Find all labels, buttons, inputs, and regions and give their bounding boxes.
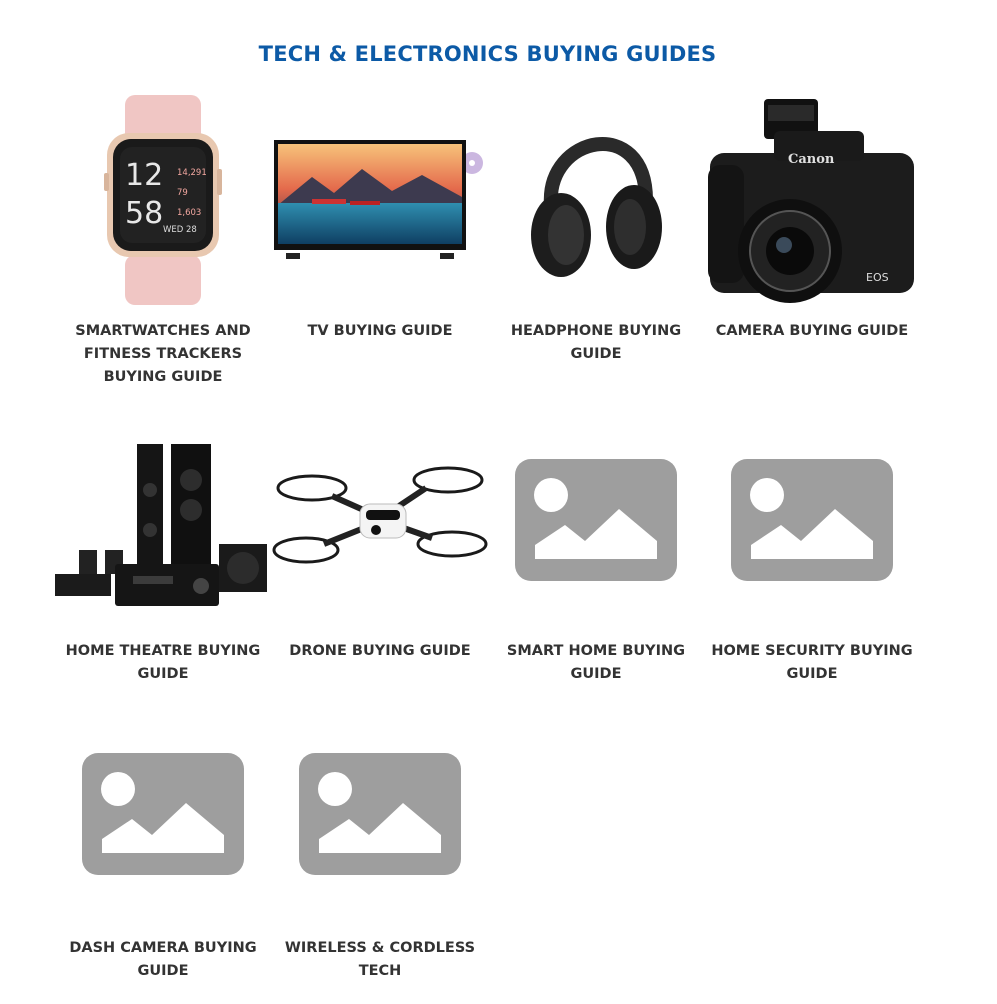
guide-card-headphones[interactable] (488, 90, 704, 390)
watch-minute: 58 (125, 196, 164, 231)
image-placeholder-icon[interactable] (55, 704, 271, 924)
page-title: TECH & ELECTRONICS BUYING GUIDES (258, 42, 717, 66)
guide-label[interactable]: TV BUYING GUIDE (307, 323, 453, 339)
watch-day: WED 28 (163, 225, 197, 235)
guide-card-home-security[interactable] (704, 410, 920, 710)
guide-card-smartwatches[interactable] (55, 90, 271, 390)
guide-label[interactable]: HOME THEATRE BUYING GUIDE (65, 643, 261, 682)
guide-card-dash-camera[interactable] (55, 704, 271, 1004)
camera-image[interactable] (704, 90, 920, 310)
guide-label[interactable]: SMARTWATCHES AND FITNESS TRACKERS BUYING GUIDE (75, 323, 251, 385)
guide-label[interactable]: DRONE BUYING GUIDE (289, 643, 471, 659)
guide-card-home-theatre[interactable] (55, 410, 271, 710)
guide-label[interactable]: SMART HOME BUYING GUIDE (506, 643, 686, 682)
camera-model: EOS (866, 271, 889, 284)
image-placeholder-icon[interactable] (272, 704, 488, 924)
guide-card-smart-home[interactable] (488, 410, 704, 710)
headphones-image[interactable] (488, 90, 704, 310)
guide-card-camera[interactable] (704, 90, 920, 390)
image-placeholder-icon[interactable] (704, 410, 920, 630)
guide-card-drone[interactable] (272, 410, 488, 710)
guide-card-tv[interactable] (272, 90, 488, 390)
guide-label[interactable]: WIRELESS & CORDLESS TECH (284, 940, 476, 979)
camera-brand: Canon (788, 152, 835, 167)
watch-steps: 14,291 (177, 168, 207, 178)
guide-label[interactable]: HEADPHONE BUYING GUIDE (510, 323, 682, 362)
watch-hour: 12 (125, 158, 164, 193)
drone-image[interactable] (272, 410, 488, 630)
smartwatch-image[interactable] (55, 90, 271, 310)
image-placeholder-icon[interactable] (488, 410, 704, 630)
guide-label[interactable]: HOME SECURITY BUYING GUIDE (711, 643, 913, 682)
tv-image[interactable] (272, 90, 488, 310)
guide-card-wireless[interactable] (272, 704, 488, 1004)
watch-heart: 79 (177, 188, 188, 198)
watch-cal: 1,603 (177, 208, 202, 218)
guide-label[interactable]: DASH CAMERA BUYING GUIDE (69, 940, 257, 979)
guide-label[interactable]: CAMERA BUYING GUIDE (715, 323, 909, 339)
home-theatre-image[interactable] (55, 410, 271, 630)
